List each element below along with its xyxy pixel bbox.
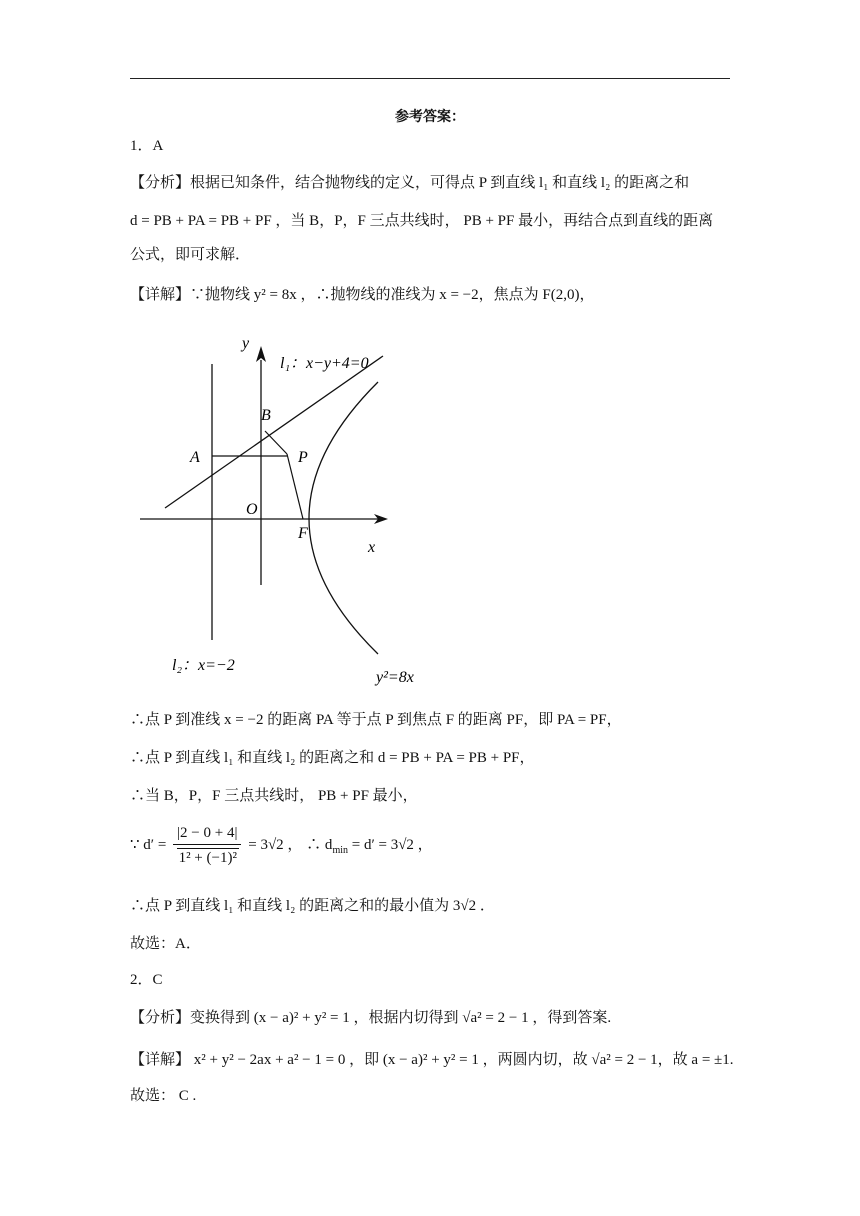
q1-detail-line-1: 【详解】∵抛物线 y² = 8x ，∴抛物线的准线为 x = −2，焦点为 F(2,0)， [130,287,595,303]
y-axis-arrow-icon [256,346,266,362]
label-F: F [298,525,308,542]
step-4-sub: min [332,845,348,856]
q1-step-5: ∴点 P 到直线 l₁ 和直线 l₂ 的距离之和的最小值为 3√2 ． [130,898,495,914]
step-4-post: = 3√2 ， ∴ d [248,837,333,853]
label-x: x [368,539,376,556]
label-l1: l₁：x−y+4=0 [280,355,369,372]
q2-number: 2．C [130,972,163,988]
q2-detail: 【详解】 x² + y² − 2ax + a² − 1 = 0 ，即 (x − a)² + y² = 1 ，两圆内切，故 √a² = 2 − 1，故 a = ±1. [130,1052,734,1068]
label-curve: y²=8x [376,669,414,686]
q1-number: 1．A [130,138,164,154]
q1-analysis-line-3: 公式，即可求解． [130,247,251,263]
q2-answer: 故选： C . [130,1088,197,1104]
label-B: B [261,407,271,424]
line-l1 [165,356,383,508]
q1-step-4 [130,822,433,870]
parabola-figure [130,330,414,695]
q1-analysis-line-2: d = PB + PA = PB + PF ，当 B，P，F 三点共线时， PB + PF 最小，再结合点到直线的距离 [130,213,714,229]
step-4-pre: ∵ d′ = [130,837,167,853]
q2-analysis: 【分析】变换得到 (x − a)² + y² = 1 ，根据内切得到 √a² = 2 − 1 ，得到答案. [130,1010,612,1026]
fraction-numerator: |2 − 0 + 4| [173,824,241,845]
q1-answer: 故选：A． [130,936,201,952]
label-P: P [298,449,308,466]
step-4-tail: = d′ = 3√2 ， [351,837,433,853]
label-A: A [190,449,200,466]
q1-step-2: ∴点 P 到直线 l₁ 和直线 l₂ 的距离之和 d = PB + PA = PB + PF， [130,750,535,766]
parabola-diagram [130,330,414,690]
parabola-curve [309,382,378,654]
page-title: 参考答案： [395,109,465,125]
header-rule [130,78,730,79]
segment-PB [265,431,287,454]
q1-step-1: ∴点 P 到准线 x = −2 的距离 PA 等于点 P 到焦点 F 的距离 PF，即 PA = PF， [130,712,622,728]
label-l2: l₂：x=−2 [172,657,235,674]
q1-analysis-line-1: 【分析】根据已知条件，结合抛物线的定义，可得点 P 到直线 l₁ 和直线 l₂ 的距离之和 [130,175,690,191]
label-O: O [246,501,258,518]
distance-fraction [173,824,241,867]
fraction-denominator: 1² + (−1)² [178,850,237,867]
q1-step-3: ∴当 B，P，F 三点共线时， PB + PF 最小， [130,788,418,804]
label-y: y [242,335,250,352]
